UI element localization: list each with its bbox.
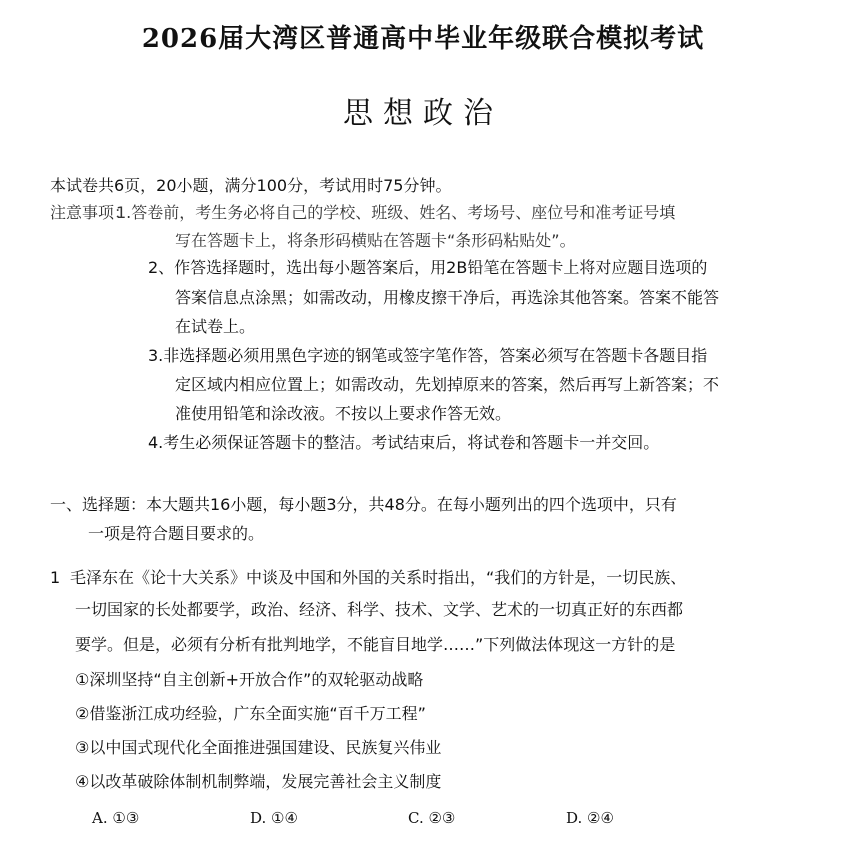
note-line: 3.非选择题必须用黑色字迹的钢笔或签字笔作答，答案必须写在答题卡各题目指 — [148, 346, 708, 365]
option-d: D. ②④ — [566, 809, 614, 827]
question-number: 1 — [50, 568, 61, 587]
question-item: ①深圳坚持“自主创新+开放合作”的双轮驱动战略 — [75, 670, 424, 689]
note-line: 4.考生必须保证答题卡的整洁。考试结束后，将试卷和答题卡一并交回。 — [148, 433, 660, 452]
option-b: D. ①④ — [250, 809, 298, 827]
note-line: 在试卷上。 — [175, 317, 256, 336]
option-a: A. ①③ — [92, 809, 140, 827]
question-item: ④以改革破除体制机制弊端，发展完善社会主义制度 — [75, 772, 442, 791]
question-item: ③以中国式现代化全面推进强国建设、民族复兴伟业 — [75, 738, 442, 757]
note-line: 定区域内相应位置上；如需改动，先划掉原来的答案，然后再写上新答案；不 — [175, 375, 720, 394]
notes-label: 注意事项： — [50, 203, 131, 222]
note-line: 1.答卷前，考生务必将自己的学校、班级、姓名、考场号、座位号和准考证号填 — [116, 203, 676, 222]
exam-intro: 本试卷共6页，20小题，满分100分，考试用时75分钟。 — [50, 176, 452, 195]
section-heading: 一、选择题：本大题共16小题，每小题3分，共48分。在每小题列出的四个选项中，只有 — [50, 495, 677, 514]
note-line: 写在答题卡上，将条形码横贴在答题卡“条形码粘贴处”。 — [175, 231, 576, 250]
question-stem: 一切国家的长处都要学，政治、经济、科学、技术、文学、艺术的一切真正好的东西都 — [75, 600, 684, 619]
exam-title: 2026届大湾区普通高中毕业年级联合模拟考试 — [141, 24, 705, 54]
question-item: ②借鉴浙江成功经验，广东全面实施“百千万工程” — [75, 704, 426, 723]
subject-title: 思想政治 — [343, 96, 503, 131]
note-line: 答案信息点涂黑；如需改动，用橡皮擦干净后，再选涂其他答案。答案不能答 — [175, 288, 720, 307]
question-stem: 要学。但是，必须有分析有批判地学，不能盲目地学……”下列做法体现这一方针的是 — [75, 635, 676, 654]
question-stem: 毛泽东在《论十大关系》中谈及中国和外国的关系时指出，“我们的方针是，一切民族、 — [70, 568, 687, 587]
note-line: 2、作答选择题时，选出每小题答案后，用2B铅笔在答题卡上将对应题目选项的 — [148, 258, 708, 277]
section-heading-cont: 一项是符合题目要求的。 — [88, 524, 265, 543]
option-c: C. ②③ — [408, 809, 456, 827]
note-line: 准使用铅笔和涂改液。不按以上要求作答无效。 — [175, 404, 512, 423]
